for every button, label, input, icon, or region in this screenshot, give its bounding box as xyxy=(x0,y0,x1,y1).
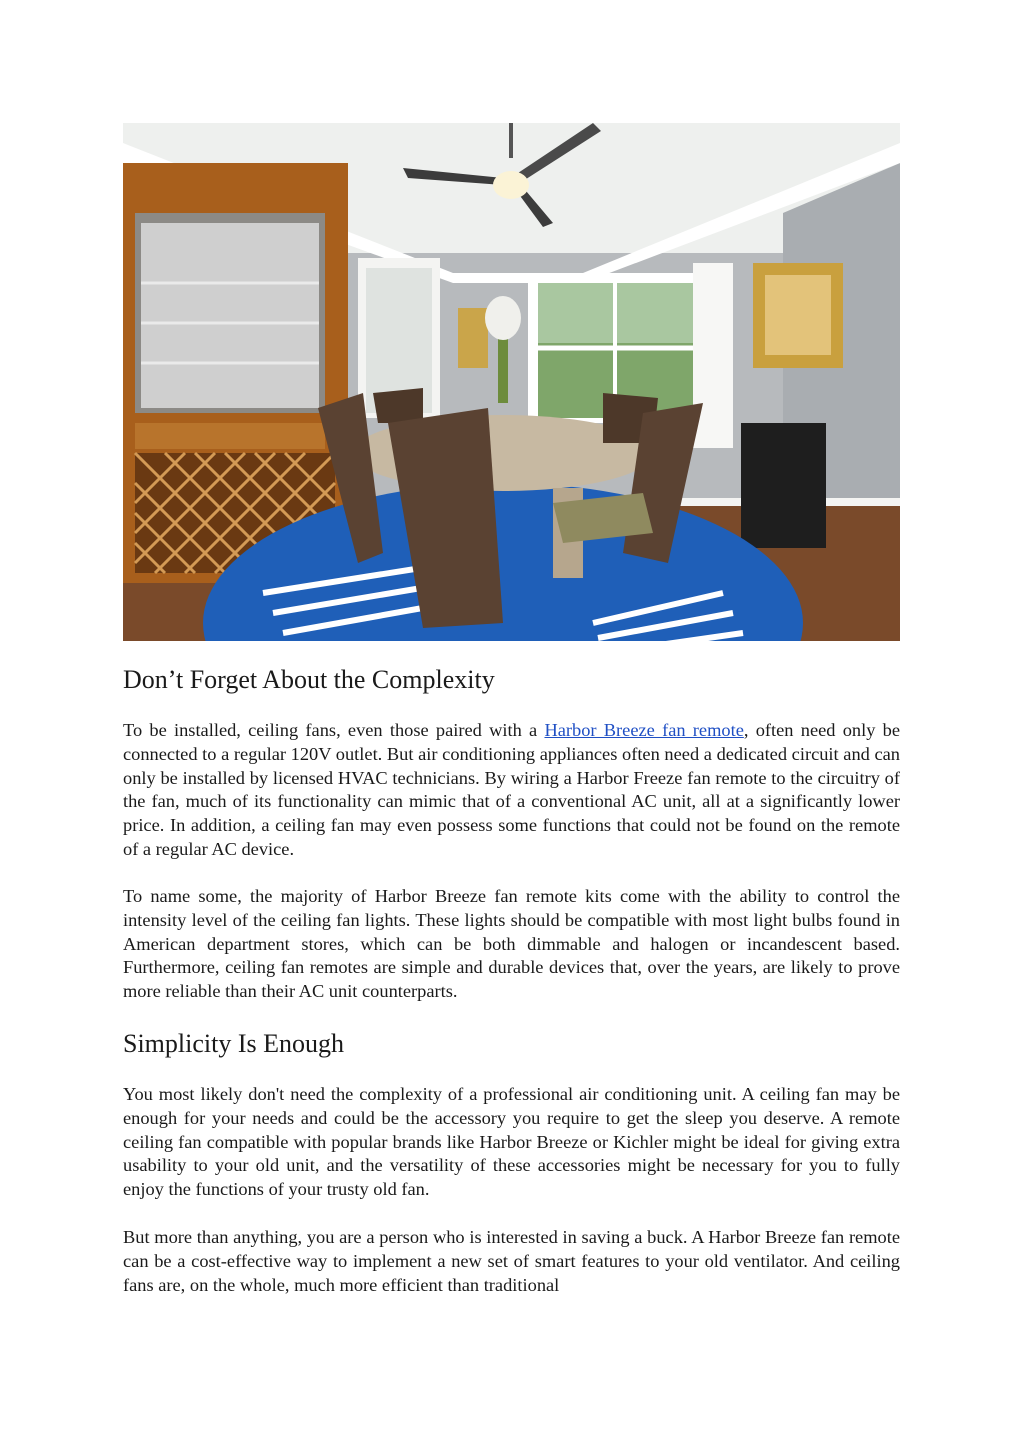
section-heading-complexity: Don’t Forget About the Complexity xyxy=(123,665,495,694)
harbor-breeze-fan-remote-link[interactable]: Harbor Breeze fan remote xyxy=(544,720,744,740)
paragraph-text: , often need only be connected to a regular 120V outlet. But air conditioning appliances often need a dedicated circuit and can only be installed by licensed HVAC technicians. By wiring a Harbor Freeze fan remote to the circuitry of the fan, much of its functionality can mimic that of a conventional AC unit, all at a significantly lower price. In addition, a ceiling fan may even possess some functions that could not be found on the remote of a regular AC device. xyxy=(123,720,901,859)
paragraph-complexity-2: To name some, the majority of Harbor Breeze fan remote kits come with the ability to control the intensity level of the ceiling fan lights. These lights should be compatible with most light bulbs found in American department stores, which can be both dimmable and halogen or incandescent based. Furthermore, ceiling fan remotes are simple and durable devices that, over the years, are likely to prove more reliable than their AC unit counterparts. xyxy=(123,886,900,1002)
dining-room-photo xyxy=(123,123,900,641)
paragraph-text: To be installed, ceiling fans, even those paired with a xyxy=(123,720,545,740)
section-heading-simplicity: Simplicity Is Enough xyxy=(123,1029,344,1058)
wine-fridge xyxy=(741,423,826,548)
paragraph-simplicity-2: But more than anything, you are a person who is interested in saving a buck. A Harbor Breeze fan remote can be a cost-effective way to implement a new set of smart features to your old ventilator. And ceiling fans are, on the whole, much more efficient than traditional xyxy=(123,1227,900,1295)
paragraph-complexity-1 xyxy=(123,719,900,862)
paragraph-simplicity-1: You most likely don't need the complexity of a professional air conditioning unit. A ceiling fan may be enough for your needs and could be the accessory you require to get the sleep you deserve. A remote ceiling fan compatible with popular brands like Harbor Breeze or Kichler might be ideal for giving extra usability to your old unit, and the versatility of these accessories might be necessary for you to fully enjoy the functions of your trusty old fan. xyxy=(123,1084,900,1200)
